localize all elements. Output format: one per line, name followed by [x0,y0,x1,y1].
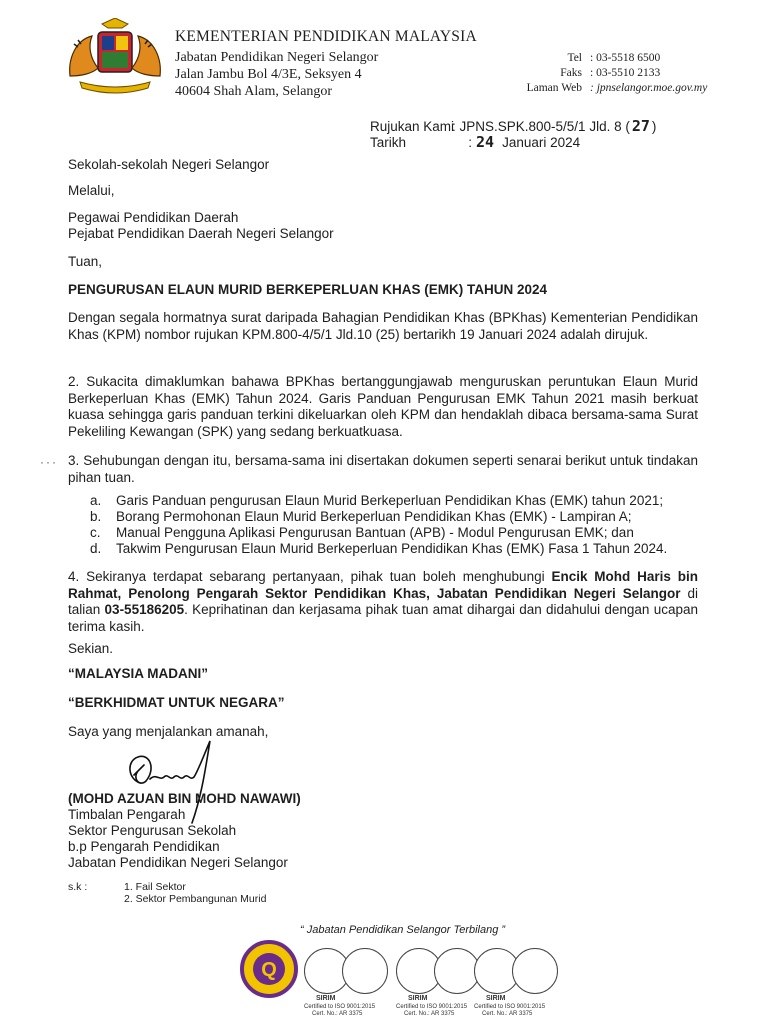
tel-value: : 03-5518 6500 [590,52,661,64]
via-line-1: Pegawai Pendidikan Daerah [68,210,239,225]
date-handwritten: 24 [476,133,495,151]
list-item: d. Takwim Pengurusan Elaun Murid Berkeperluan Pendidikan Khas (EMK) Fasa 1 Tahun 2024. [90,541,668,556]
cc-item-2: 2. Sektor Pembangunan Murid [124,893,267,905]
certification-badge-icon [342,948,388,994]
contact-phone: 03-55186205 [104,602,185,618]
cert-label-3: SIRIM [486,995,506,1002]
list-item: b. Borang Permohonan Elaun Murid Berkeperluan Pendidikan Khas (EMK) - Lampiran A; [90,509,632,524]
cc-label: s.k : [68,881,88,893]
cc-item-1: 1. Fail Sektor [124,881,186,893]
list-item: c. Manual Pengguna Aplikasi Pengurusan Bantuan (APB) - Modul Pengurusan EMK; dan [90,525,634,540]
tel-label: Tel [567,52,582,64]
footer-motto: “ Jabatan Pendidikan Selangor Terbilang ” [300,924,506,936]
cert-small-4: Cert. No.: AR 3375 [404,1011,455,1017]
paragraph-3: 3. Sehubungan dengan itu, bersama-sama ini disertakan dokumen seperti senarai berikut untuk tindakan pihan tuan. [68,453,698,485]
signatory-title-1: Timbalan Pengarah [68,807,186,822]
signatory-name: (MOHD AZUAN BIN MOHD NAWAWI) [68,791,301,806]
contact-block [526,52,710,102]
quality-seal-icon [240,940,298,998]
web-row [514,82,707,94]
cert-small-3: Certified to ISO 9001:2015 [396,1004,468,1010]
ministry-name: KEMENTERIAN PENDIDIKAN MALAYSIA [175,28,477,45]
reference-label: Rujukan Kami [370,119,455,134]
sekian: Sekian. [68,641,114,656]
coat-of-arms-icon [62,18,168,96]
paragraph-2: 2. Sukacita dimaklumkan bahawa BPKhas bertanggungjawab menguruskan peruntukan Elaun Murid Berkeperluan Khas (EMK) Tahun 2024. Garis Panduan Pengurusan EMK Tahun 2021 masih berkuat kuasa sehingga garis panduan terkini dikeluarkan oleh KPM dan hendaklah dibaca bersama-sama Surat Pekeliling Kewangan (SPK) yang sedang berkuatkuasa. [68,374,698,439]
motto-2: “BERKHIDMAT UNTUK NEGARA” [68,695,285,710]
certification-badge-icon [512,948,558,994]
address-line-2: 40604 Shah Alam, Selangor [175,84,333,99]
fax-row [530,67,660,79]
fax-value: : 03-5510 2133 [590,67,661,79]
fax-label: Faks [560,67,582,79]
reference-close: ) [651,119,657,134]
paragraph-1: Dengan segala hormatnya surat daripada Bahagian Pendidikan Khas (BPKhas) Kementerian Pendidikan Khas (KPM) nombor rujukan KPM.800-4/5/1 Jld.10 (25) bertarikh 19 Januari 2024 adalah dirujuk. [68,310,698,342]
contact-person: Encik Mohd Haris bin Rahmat, Penolong Pengarah Sektor Pendidikan Khas, Jabatan Pendidikan Negeri Selangor [68,569,698,601]
date-value: Januari 2024 [502,135,581,150]
subject: PENGURUSAN ELAUN MURID BERKEPERLUAN KHAS (EMK) TAHUN 2024 [68,282,548,297]
date-label: Tarikh [370,135,407,150]
signatory-title-4: Jabatan Pendidikan Negeri Selangor [68,855,288,870]
cert-small-6: Cert. No.: AR 3375 [482,1011,533,1017]
cert-small-1: Certified to ISO 9001:2015 [304,1004,376,1010]
list-item: a. Garis Panduan pengurusan Elaun Murid Berkeperluan Pendidikan Khas (EMK) tahun 2021; [90,493,664,508]
signatory-title-3: b.p Pengarah Pendidikan [68,839,220,854]
date-colon: : [468,135,472,150]
svg-text:Q: Q [261,959,277,981]
reference-value: : JPNS.SPK.800-5/5/1 Jld. 8 ( [452,119,630,134]
tel-row [530,52,660,64]
cert-small-2: Cert. No.: AR 3375 [312,1011,363,1017]
margin-dots: ··· [40,455,58,469]
motto-1: “MALAYSIA MADANI” [68,666,209,681]
salutation: Tuan, [68,254,103,269]
web-label: Laman Web [526,82,582,94]
via-label: Melalui, [68,183,115,198]
department-name: Jabatan Pendidikan Negeri Selangor [175,50,379,65]
signatory-title-2: Sektor Pengurusan Sekolah [68,823,237,838]
via-line-2: Pejabat Pendidikan Daerah Negeri Selangor [68,226,334,241]
cert-small-5: Certified to ISO 9001:2015 [474,1004,546,1010]
cert-label-2: SIRIM [408,995,428,1002]
cert-label-1: SIRIM [316,995,336,1002]
web-value: : jpnselangor.moe.gov.my [590,82,708,94]
paragraph-4: 4. Sekiranya terdapat sebarang pertanyaan, pihak tuan boleh menghubungi Encik Mohd Haris bin Rahmat, Penolong Pengarah Sektor Pendidikan Khas, Jabatan Pendidikan Negeri Selangor di talian 03-55186205. Keprihatinan dan kerjasama pihak tuan amat dihargai dan didahului dengan ucapan terima kasih. [68,569,698,634]
reference-handwritten: 27 [631,117,650,135]
address-line-1: Jalan Jambu Bol 4/3E, Seksyen 4 [175,67,362,82]
trust-line: Saya yang menjalankan amanah, [68,724,269,739]
date-row [370,133,580,151]
recipient: Sekolah-sekolah Negeri Selangor [68,157,270,172]
